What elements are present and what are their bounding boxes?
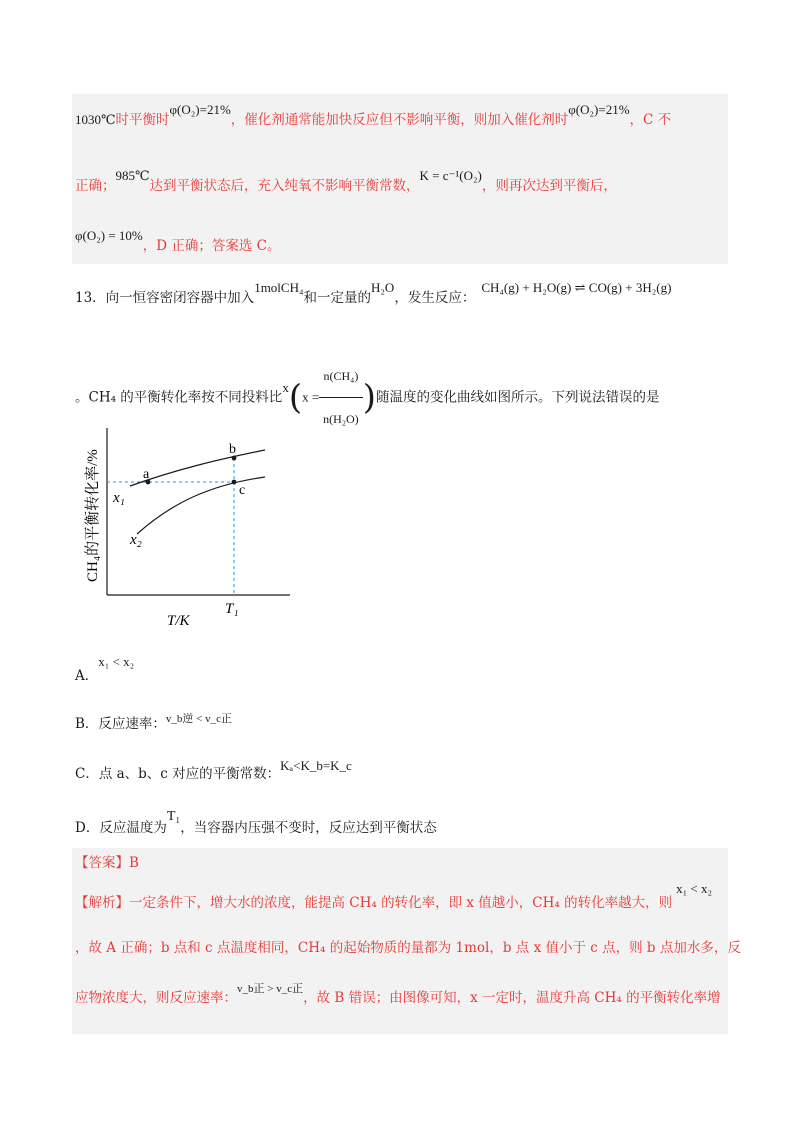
option-d: D．反应温度为T₁，当容器内压强不变时，反应达到平衡状态 bbox=[75, 809, 437, 836]
x-axis-label: T/K bbox=[167, 613, 190, 629]
question-number: 13．向一恒容密闭容器中加入 bbox=[75, 290, 255, 306]
question-13-line-1: 13．向一恒容密闭容器中加入1molCH₄和一定量的H₂O，发生反应：CH₄(g) + H₂O(g) ⇌ CO(g) + 3H₂(g) bbox=[75, 280, 672, 306]
answer-explanation-line-3: 应物浓度大，则反应速率：$^{v\_b正 > v\_c正}$，故 B 错误；由图像可知，x 一定时，温度升高 CH₄ 的平衡转化率增 bbox=[75, 983, 721, 1006]
label-x2: x₂ bbox=[130, 532, 142, 548]
text-line-1: 1030℃时平衡时φ(O₂)=21%，催化剂通常能加快反应但不影响平衡，则加入催化剂时φ(O₂)=21%，C 不 bbox=[75, 102, 672, 128]
label-t1: T₁ bbox=[225, 601, 239, 617]
option-a: A．x₁ < x₂ bbox=[75, 654, 135, 684]
answer-explanation-line-1: 【解析】一定条件下，增大水的浓度，能提高 CH₄ 的转化率，即 x 值越小，CH₄ 的转化率越大，则x₁ < x₂ bbox=[75, 881, 713, 911]
phi-o2-formula: φ(O₂)=21% bbox=[568, 102, 630, 117]
label-b: b bbox=[229, 442, 236, 457]
reaction-equation: CH₄(g) + H₂O(g) ⇌ CO(g) + 3H₂(g) bbox=[481, 280, 672, 295]
feed-ratio-fraction: $\frac{\text{n(CH₄)}}{\text{n(H₂O)}}$ bbox=[319, 356, 363, 439]
option-c: C．点 a、b、c 对应的平衡常数：Kₐ<K_b=K_c bbox=[75, 758, 352, 782]
answer-label: 【答案】B bbox=[75, 855, 139, 871]
option-b: B．反应速率：v_b逆 < v_c正 bbox=[75, 713, 233, 732]
label-c: c bbox=[239, 483, 246, 498]
label-x1: x₁ bbox=[113, 490, 125, 506]
phi-o2-formula: φ(O₂)=21% bbox=[169, 102, 231, 117]
curve-x2 bbox=[137, 477, 265, 534]
text-line-3: φ(O₂) = 10%，D 正确；答案选 C。 bbox=[75, 228, 281, 254]
y-axis-label: CH₄的平衡转化率/% bbox=[85, 449, 101, 582]
question-13-line-2: 。CH₄ 的平衡转化率按不同投料比x(x = $\frac{\text{n(CH₄)}}{\text{n(H₂O)}}$ )随温度的变化曲线如图所示。下列说法错误的是 bbox=[75, 356, 659, 439]
phi-o2-formula: φ(O₂) = 10% bbox=[75, 228, 143, 243]
point-c bbox=[232, 480, 237, 485]
label-a: a bbox=[143, 467, 150, 482]
answer-explanation-line-2: ，故 A 正确；b 点和 c 点温度相同，CH₄ 的起始物质的量都为 1mol，b 点 x 值小于 c 点，则 b 点加水多，反 bbox=[75, 940, 741, 956]
text-line-2: 正确；985℃达到平衡状态后，充入纯氧不影响平衡常数，K = c⁻¹(O₂)，则再次达到平衡后， bbox=[75, 168, 617, 194]
equilibrium-constant-formula: K = c⁻¹(O₂) bbox=[419, 168, 482, 183]
conversion-vs-temperature-figure bbox=[75, 420, 305, 635]
